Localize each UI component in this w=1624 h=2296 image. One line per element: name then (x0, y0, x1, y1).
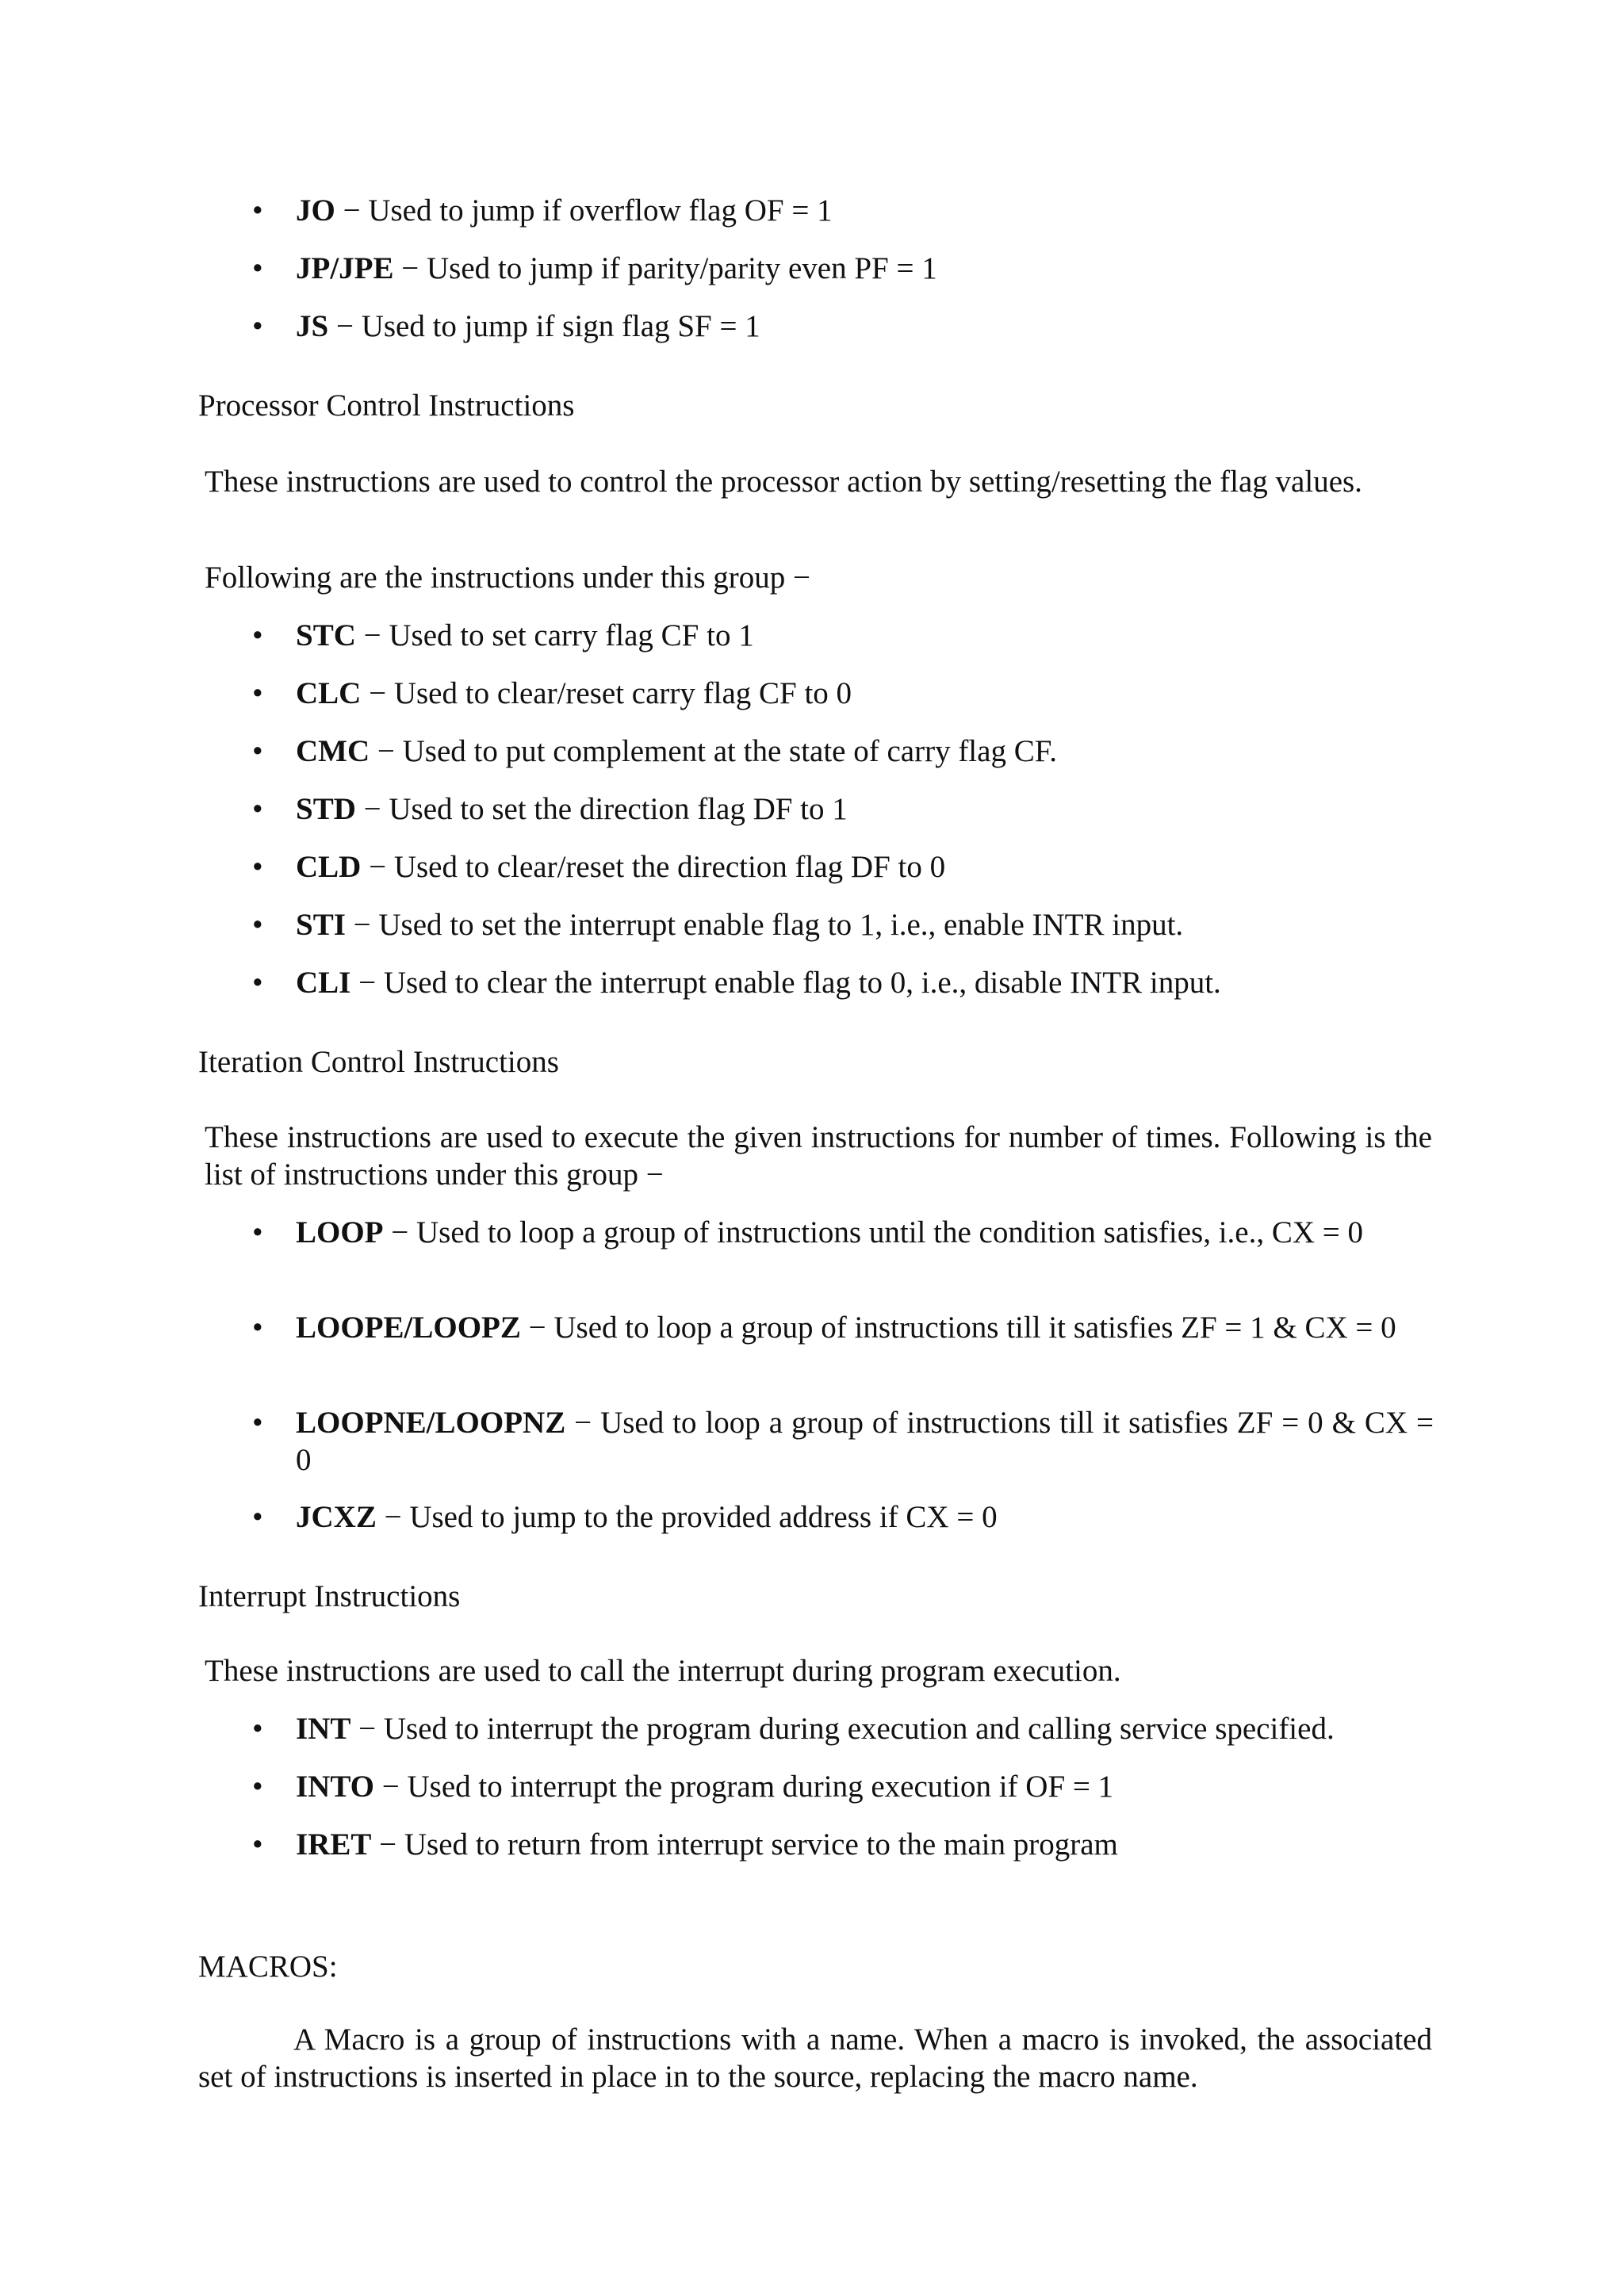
bullet-icon: • (252, 618, 263, 652)
instruction-mnemonic: INTO (296, 1770, 374, 1804)
list-item (252, 733, 1434, 771)
list-item (252, 618, 1434, 655)
instruction-description: − Used to loop a group of instructions until the condition satisfies, i.e., CX = 0 (383, 1215, 1364, 1249)
instruction-mnemonic: CMC (296, 734, 370, 768)
list-item (252, 1405, 1434, 1479)
instruction-mnemonic: LOOP (296, 1215, 384, 1249)
instruction-description: − Used to jump if parity/parity even PF = 1 (393, 251, 937, 285)
bullet-icon: • (252, 1500, 263, 1534)
instruction-mnemonic: STI (296, 908, 346, 942)
instruction-description: − Used to clear/reset carry flag CF to 0 (361, 676, 852, 710)
bullet-icon: • (252, 193, 263, 228)
section-description: These instructions are used to execute the given instructions for number of times. Following is the list of instructions under this group − (205, 1120, 1432, 1192)
instruction-description: − Used to set the interrupt enable flag to 1, i.e., enable INTR input. (345, 908, 1184, 942)
section-heading-macros: MACROS: (198, 1950, 338, 1984)
instruction-description: − Used to interrupt the program during execution if OF = 1 (374, 1770, 1114, 1804)
instruction-description: − Used to interrupt the program during execution and calling service specified. (350, 1712, 1335, 1746)
bullet-icon: • (252, 734, 263, 768)
list-item (252, 193, 1434, 230)
bullet-icon: • (252, 792, 263, 826)
list-item (252, 251, 1434, 288)
instruction-mnemonic: JO (296, 193, 335, 228)
instruction-description: − Used to put complement at the state of carry flag CF. (370, 734, 1058, 768)
bullet-icon: • (252, 1712, 263, 1746)
list-item (252, 1310, 1434, 1347)
instruction-mnemonic: CLI (296, 966, 351, 1000)
list-item (252, 1215, 1434, 1252)
bullet-icon: • (252, 1311, 263, 1345)
instruction-description: − Used to jump to the provided address if CX = 0 (376, 1500, 998, 1534)
list-item (252, 1499, 1434, 1536)
instruction-mnemonic: LOOPE/LOOPZ (296, 1311, 521, 1345)
instruction-mnemonic: JCXZ (296, 1500, 377, 1534)
instruction-mnemonic: CLD (296, 850, 362, 884)
instruction-mnemonic: JP/JPE (296, 251, 394, 285)
list-item (252, 308, 1434, 346)
section-description: These instructions are used to call the interrupt during program execution. (205, 1654, 1121, 1688)
instruction-mnemonic: STC (296, 618, 356, 652)
instruction-description: − Used to jump if sign flag SF = 1 (328, 309, 760, 343)
list-intro: Following are the instructions under this group − (205, 561, 810, 595)
list-item (252, 1769, 1434, 1806)
list-item (252, 675, 1434, 713)
instruction-description: − Used to return from interrupt service to the main program (371, 1827, 1118, 1862)
instruction-description: − Used to loop a group of instructions till it satisfies ZF = 1 & CX = 0 (520, 1311, 1396, 1345)
macros-paragraph: A Macro is a group of instructions with a name. When a macro is invoked, the associated set of instructions is inserted in place in to the source, replacing the macro name. (198, 2022, 1432, 2094)
instruction-mnemonic: STD (296, 792, 356, 826)
instruction-mnemonic: INT (296, 1712, 351, 1746)
instruction-mnemonic: LOOPNE/LOOPNZ (296, 1406, 566, 1440)
instruction-description: − Used to set carry flag CF to 1 (355, 618, 754, 652)
instruction-description: − Used to clear the interrupt enable flag to 0, i.e., disable INTR input. (350, 966, 1221, 1000)
bullet-icon: • (252, 309, 263, 343)
list-item (252, 791, 1434, 828)
bullet-icon: • (252, 1406, 263, 1440)
bullet-icon: • (252, 1215, 263, 1249)
list-item (252, 849, 1434, 886)
list-item (252, 965, 1434, 1002)
bullet-icon: • (252, 676, 263, 710)
bullet-icon: • (252, 1827, 263, 1862)
instruction-description: − Used to loop a group of instructions till it satisfies ZF = 0 & CX = 0 (296, 1406, 1434, 1477)
bullet-icon: • (252, 1770, 263, 1804)
list-item (252, 907, 1434, 944)
bullet-icon: • (252, 966, 263, 1000)
bullet-icon: • (252, 251, 263, 285)
section-heading-interrupt: Interrupt Instructions (198, 1579, 461, 1613)
instruction-mnemonic: IRET (296, 1827, 372, 1862)
list-item (252, 1827, 1434, 1864)
section-heading-processor-control: Processor Control Instructions (198, 388, 575, 423)
instruction-description: − Used to jump if overflow flag OF = 1 (335, 193, 833, 228)
section-description: These instructions are used to control the processor action by setting/resetting the flag values. (205, 465, 1362, 499)
instruction-mnemonic: JS (296, 309, 329, 343)
instruction-description: − Used to set the direction flag DF to 1 (355, 792, 848, 826)
instruction-description: − Used to clear/reset the direction flag DF to 0 (361, 850, 946, 884)
list-item (252, 1711, 1434, 1748)
instruction-mnemonic: CLC (296, 676, 362, 710)
section-heading-iteration-control: Iteration Control Instructions (198, 1045, 559, 1079)
bullet-icon: • (252, 908, 263, 942)
bullet-icon: • (252, 850, 263, 884)
